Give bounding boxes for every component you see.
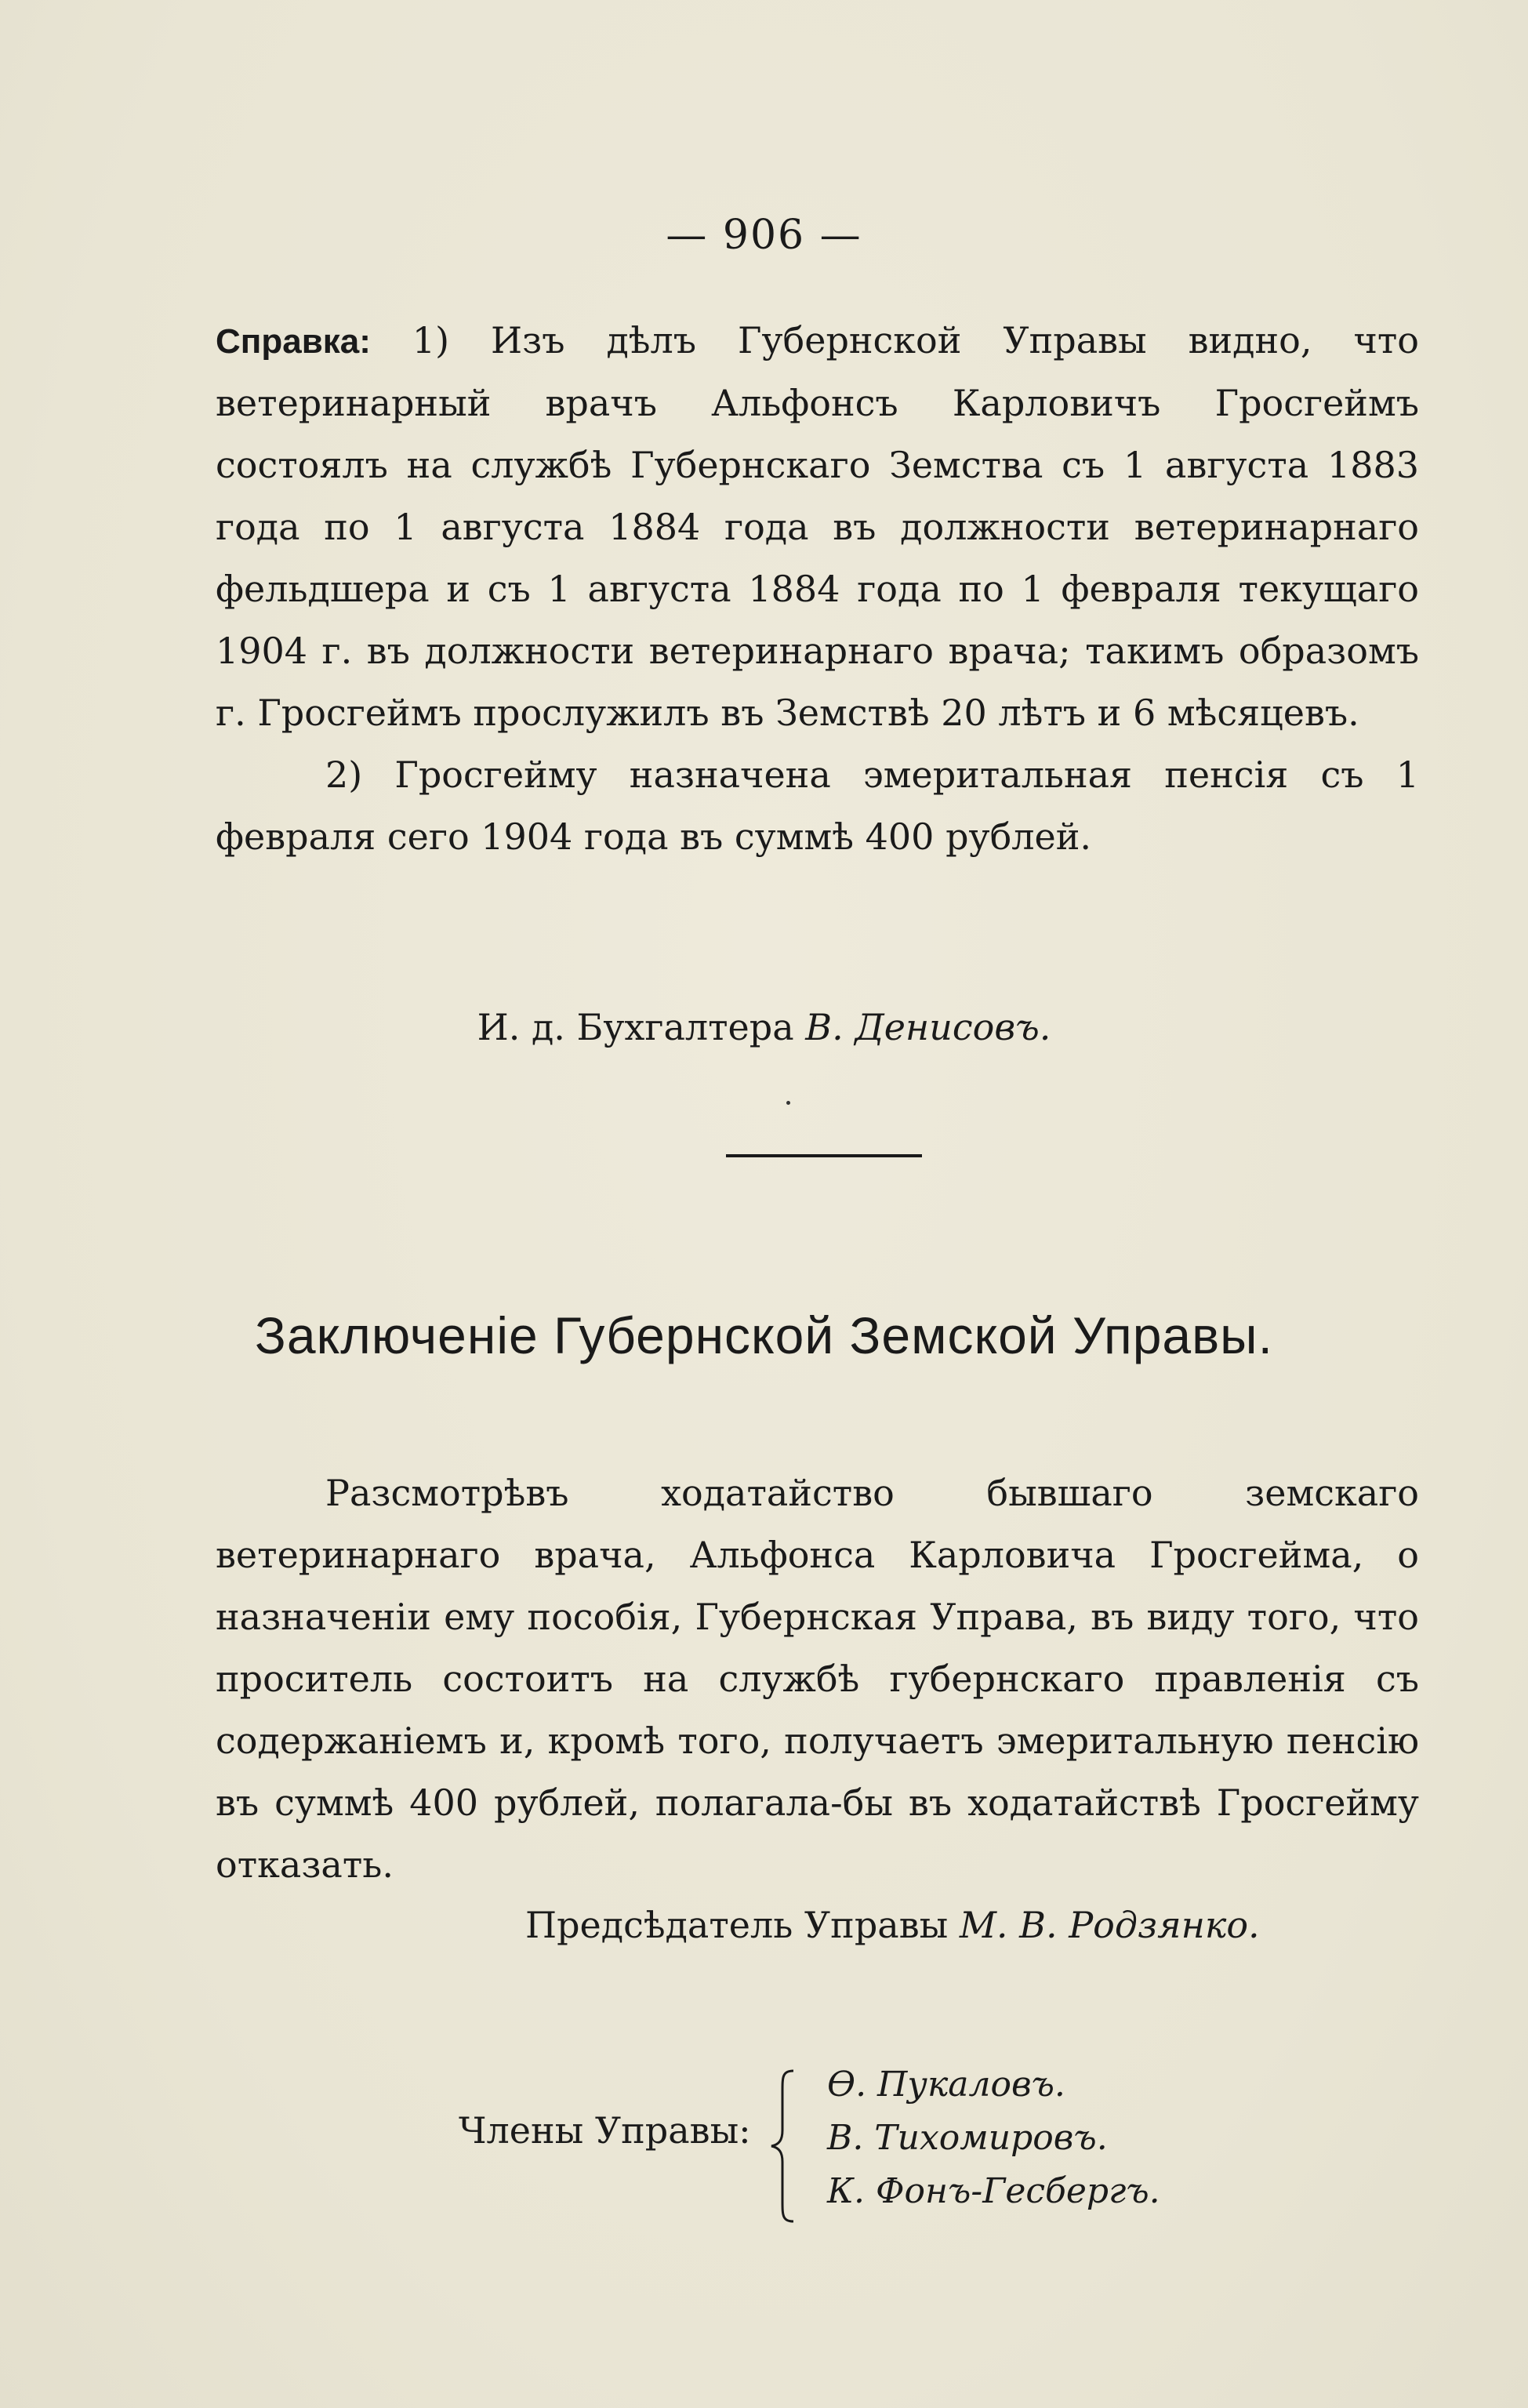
reference-paragraph-1 (216, 310, 1419, 744)
reference-section (216, 310, 1419, 868)
print-speck (786, 1101, 790, 1105)
conclusion-section (216, 1462, 1419, 1896)
curly-brace-icon (768, 2068, 800, 2225)
member-name: Ѳ. Пукаловъ. (827, 2065, 1065, 2105)
members-label: Члены Управы: (459, 2109, 751, 2152)
page-number: — 906 — (666, 212, 862, 259)
chairman-title: Предсѣдатель Управы (525, 1904, 949, 1946)
member-name: В. Тихомировъ. (827, 2118, 1108, 2158)
chairman-signature (525, 1904, 1260, 1946)
reference-paragraph-1-text: 1) Изъ дѣлъ Губернской Управы видно, что ветеринарный врачъ Альфонсъ Карловичъ Гросгеймъ состоялъ на службѣ Губернскаго Земства съ 1 августа 1883 года по 1 августа 1884 года въ должности ветеринарнаго фельдшера и съ 1 августа 1884 года по 1 февраля текущаго 1904 г. въ должности ветеринарнаго врача; такимъ образомъ г. Гросгеймъ прослужилъ въ Земствѣ 20 лѣтъ и 6 мѣсяцевъ. (216, 319, 1419, 734)
accountant-title: И. д. Бухгалтера (477, 1006, 794, 1048)
accountant-name: В. Денисовъ. (805, 1006, 1051, 1048)
chairman-name: М. В. Родзянко. (959, 1904, 1260, 1946)
member-name: К. Фонъ-Гесбергъ. (827, 2171, 1160, 2211)
section-divider (726, 1154, 922, 1157)
reference-paragraph-2: 2) Гросгейму назначена эмеритальная пенсія съ 1 февраля сего 1904 года въ суммѣ 400 рублей. (216, 754, 1419, 858)
members-list (827, 2058, 1160, 2218)
accountant-signature (0, 1006, 1528, 1048)
conclusion-title: Заключеніе Губернской Земской Управы. (255, 1306, 1273, 1364)
conclusion-paragraph: Разсмотрѣвъ ходатайство бывшаго земскаго ветеринарнаго врача, Альфонса Карловича Гросгейма, о назначеніи ему пособія, Губернская Управа, въ виду того, что проситель состоитъ на службѣ губернскаго правленія съ содержаніемъ и, кромѣ того, получаетъ эмеритальную пенсію въ суммѣ 400 рублей, полагала-бы въ ходатайствѣ Гросгейму отказать. (216, 1472, 1419, 1886)
reference-label: Справка: (216, 322, 371, 361)
